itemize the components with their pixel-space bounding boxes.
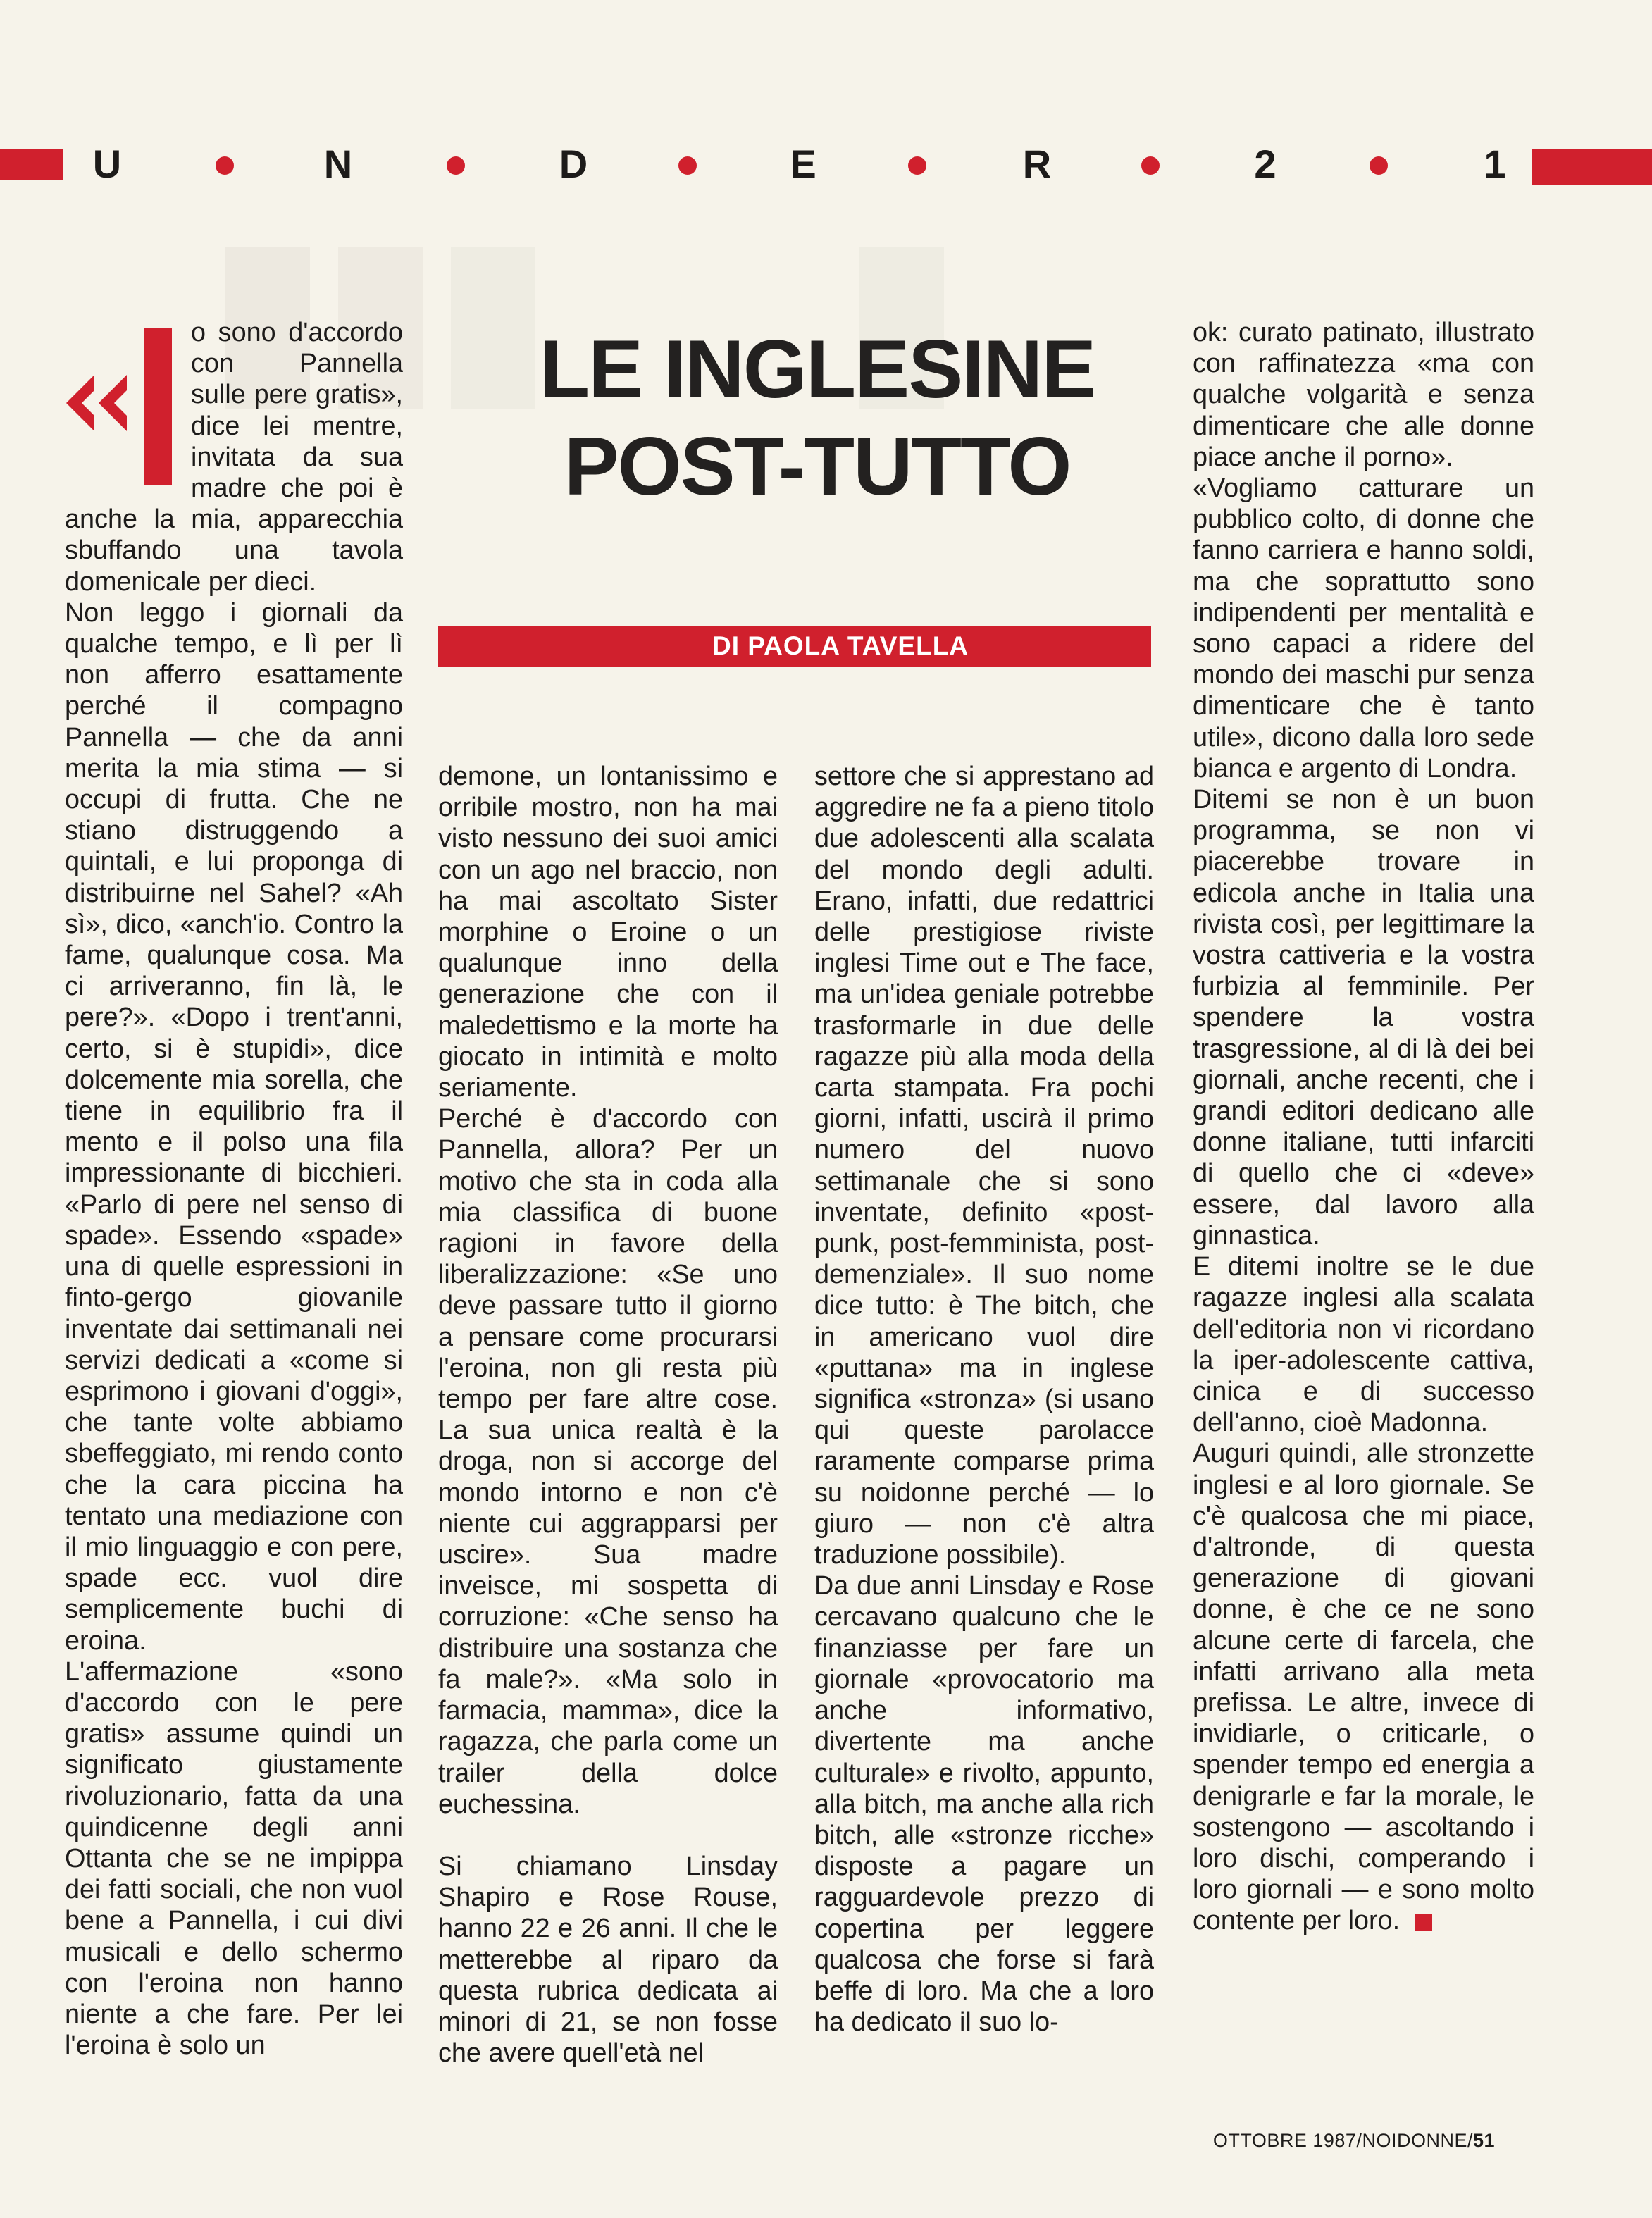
issue-label: OTTOBRE 1987/NOIDONNE/ [1212, 2130, 1473, 2151]
paragraph: Perché è d'accordo con Pannella, allora? Per un motivo che sta in coda alla mia classifica di buone ragioni in favore della liberalizzazione: «Se uno deve passare tutto il giorno a pensare come procurarsi l'eroina, non gli resta più tempo per fare altre cose. La sua unica realtà è la droga, non si accorge del mondo intorno e non c'è niente cui aggrapparsi per uscire». Sua madre inveisce, mi sospetta di corruzione: «Che senso ha distribuire una sostanza che fa male?». «Ma solo in farmacia, mamma», dice la ragazza, che parla come un trailer della dolce euchessina. [438, 1104, 778, 1819]
header-dot [1141, 156, 1160, 175]
column-2 [438, 761, 778, 2069]
column-4 [1193, 317, 1534, 1937]
header-letter: 2 [1254, 142, 1277, 186]
header-letter: E [790, 142, 816, 186]
header-letter: R [1022, 142, 1052, 186]
header-bar-right [1532, 149, 1652, 185]
open-quote-icon [66, 375, 130, 431]
header-dot [908, 156, 926, 175]
paragraph [1193, 1438, 1534, 1936]
page-footer [1191, 2130, 1495, 2152]
paragraph: «Vogliamo catturare un pubblico colto, di donne che fanno carriera e hanno soldi, ma che soprattutto sono indipendenti per mentalità e sono capaci a ridere del mondo dei maschi pur senza dimenticare che è tanto utile», dicono dalla loro sede bianca e argento di Londra. [1193, 473, 1534, 783]
title-line-1: LE INGLESINE [539, 323, 1095, 415]
header-letter: N [323, 142, 353, 186]
header-letter: U [92, 142, 122, 186]
byline: DI PAOLA TAVELLA [712, 631, 969, 660]
header-dot [678, 156, 697, 175]
column-3 [814, 761, 1154, 2038]
page-number: 51 [1472, 2130, 1495, 2151]
dropcap-letter [144, 328, 172, 485]
header-letter: D [559, 142, 588, 186]
paragraph: o sono d'accordo con Pannella sulle pere gratis», dice lei mentre, invitata da sua madre che poi è anche la mia, apparecchia sbuffando una tavola domenicale per dieci. [65, 318, 403, 597]
paragraph-text: Auguri quindi, alle stronzette inglesi e al loro giornale. Se c'è qualcosa che mi piace, d'altronde, di questa generazione di giovani donne, è che ce ne sono alcune certe di farcela, che infatti arrivano alla meta prefissa. Le altre, invece di invidiarle, o criticarle, o spender tempo ed energia a denigrarle e far la morale, le sostengono — ascoltando i loro dischi, comperando i loro giornali — e sono molto contente per loro. [1193, 1439, 1534, 1936]
header-letter: 1 [1484, 142, 1506, 186]
paragraph: E ditemi inoltre se le due ragazze inglesi alla scalata dell'editoria non vi ricordano la iper-adolescente cattiva, cinica e di successo dell'anno, cioè Madonna. [1193, 1252, 1534, 1438]
paragraph: L'affermazione «sono d'accordo con le pere gratis» assume quindi un significato giustamente rivoluzionario, fatta da una quindicenne degli anni Ottanta che se ne impippa dei fatti sociali, che non vuol bene a Pannella, i cui divi musicali e dello schermo con l'eroina non hanno niente a che fare. Per lei l'eroina è solo un [65, 1656, 403, 2061]
paragraph: Non leggo i giornali da qualche tempo, e lì per lì non afferro esattamente perché il compagno Pannella — che da anni merita la mia stima — si occupi di frutta. Che ne stiano distruggendo a quintali, e lui proponga di distribuirne nel Sahel? «Ah sì», dico, «anch'io. Contro la fame, qualunque cosa. Ma ci arriveranno, fin là, le pere?». «Dopo i trent'anni, certo, si è stupidi», dice dolcemente mia sorella, che tiene in equilibrio fra il mento e il polso una fila impressionante di bicchieri. «Parlo di pere nel senso di spade». Essendo «spade» una di quelle espressioni in finto-gergo giovanile inventate dai settimanali nei servizi dedicati a «come si esprimono i giovani d'oggi», che tante volte abbiamo sbeffeggiato, mi rendo conto che la cara piccina ha tentato una mediazione con il mio linguaggio e con pere, spade ecc. vuol dire semplicemente buchi di eroina. [65, 597, 403, 1656]
paragraph: settore che si apprestano ad aggredire ne fa a pieno titolo due adolescenti alla scalata del mondo degli adulti. Erano, infatti, due redattrici delle prestigiose riviste inglesi Time out e The face, ma un'idea geniale potrebbe trasformarle in due delle ragazze più alla moda della carta stampata. Fra pochi giorni, infatti, uscirà il primo numero del nuovo settimanale che si sono inventate, definito «post-punk, post-femminista, post-demenziale». Il suo nome dice tutto: è The bitch, che in americano vuol dire «puttana» ma in inglese significa «stronza» (si usano qui queste parolacce raramente comparse prima su noidonne perché — lo giuro — non c'è altra traduzione possibile). [814, 762, 1154, 1570]
header-bar-left [0, 149, 63, 180]
header-dot [1370, 156, 1388, 175]
dropcap-block [65, 317, 181, 493]
paragraph: Da due anni Linsday e Rose cercavano qualcuno che le finanziasse per fare un giornale «provocatorio ma anche informativo, divertente ma anche culturale» e rivolto, appunto, alla bitch, ma anche alla rich bitch, alle «stronze ricche» disposte a pagare un ragguardevole prezzo di copertina per leggere qualcosa che forse si farà beffe di loro. Ma che a loro ha dedicato il suo lo- [814, 1571, 1154, 2038]
title-line-2: POST-TUTTO [564, 420, 1071, 512]
header-dot [447, 156, 465, 175]
end-mark-icon [1415, 1914, 1432, 1931]
byline-bar [438, 626, 1151, 667]
column-1 [65, 317, 403, 2061]
article-title [500, 321, 1134, 515]
paragraph: demone, un lontanissimo e orribile mostro, non ha mai visto nessuno dei suoi amici con un ago nel braccio, non ha mai ascoltato Sister morphine o Eroine o un qualunque inno della generazione che con il maledettismo e la morte ha giocato in intimità e molto seriamente. [438, 762, 778, 1103]
paragraph: Si chiamano Linsday Shapiro e Rose Rouse, hanno 22 e 26 anni. Il che le metterebbe al riparo da questa rubrica dedicata ai minori di 21, se non fosse che avere quell'età nel [438, 1851, 778, 2069]
paragraph: Ditemi se non è un buon programma, se non vi piacerebbe trovare in edicola anche in Italia una rivista così, per legittimare la vostra cattiveria e la vostra furbizia al femminile. Per spendere la vostra trasgressione, al di là dei bei giornali, anche recenti, che i grandi editori dedicano alle donne italiane, tutti infarciti di quello che ci «deve» essere, dal lavoro alla ginnastica. [1193, 785, 1534, 1251]
header-dot [216, 156, 234, 175]
paragraph: ok: curato patinato, illustrato con raffinatezza «ma con qualche volgarità e senza dimenticare che alle donne piace anche il porno». [1193, 318, 1534, 472]
